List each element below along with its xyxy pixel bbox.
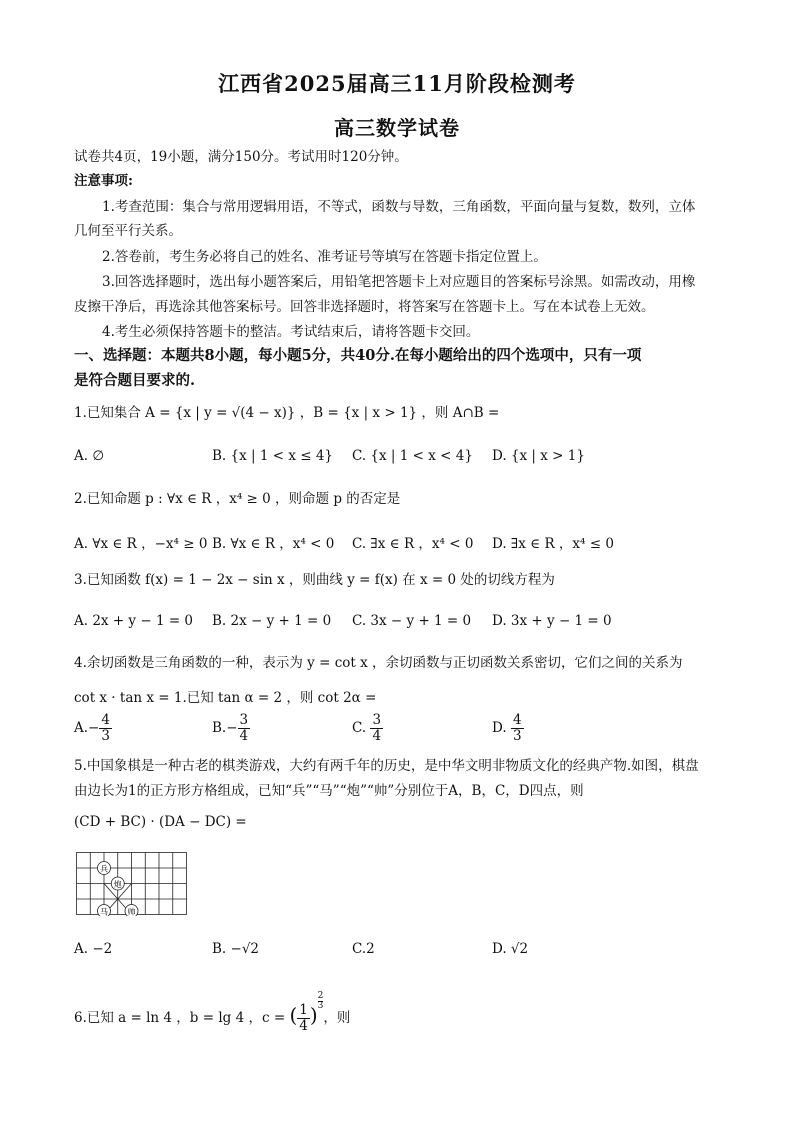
fraction: $\frac{4}{3}$ bbox=[512, 712, 522, 744]
q3-option-b: B. 2x − y + 1 = 0 bbox=[212, 613, 332, 629]
q1-option-a: A. ∅ bbox=[74, 448, 105, 464]
piece-ma bbox=[98, 905, 111, 917]
q4-option-a: A.− $\frac{4}{3}$ bbox=[74, 712, 110, 744]
q5-option-b: B. −√2 bbox=[212, 941, 260, 957]
q5-option-d: D. √2 bbox=[492, 941, 529, 957]
fraction: $\frac{4}{3}$ bbox=[101, 712, 110, 744]
notice-4: 4.考生必须保持答题卡的整洁。考试结束后，请将答题卡交回。 bbox=[102, 324, 480, 340]
q4-option-b: B.− $\frac{3}{4}$ bbox=[212, 712, 249, 744]
exam-subtitle: 高三数学试卷 bbox=[334, 116, 460, 140]
piece-bing bbox=[98, 862, 111, 875]
notice-1: 1.考查范围：集合与常用逻辑用语，不等式，函数与导数，三角函数，平面向量与复数，数列，立体 bbox=[102, 199, 696, 215]
fraction: $\frac{3}{4}$ bbox=[372, 712, 382, 744]
question-3-stem: 3.已知函数 f(x) = 1 − 2x − sin x ，则曲线 y = f(x) 在 x = 0 处的切线方程为 bbox=[74, 572, 555, 588]
exam-title: 江西省2025届高三11月阶段检测考 bbox=[218, 71, 576, 96]
notice-title: 注意事项: bbox=[74, 173, 133, 189]
q2-option-d: D. ∃x ∈ R ，x⁴ ≤ 0 bbox=[492, 536, 614, 552]
svg-text:马: 马 bbox=[100, 907, 108, 916]
question-5-stem: 5.中国象棋是一种古老的棋类游戏，大约有两千年的历史，是中华文明非物质文化的经典产物.如图，棋盘 bbox=[74, 758, 699, 774]
q1-option-d: D. {x | x > 1} bbox=[492, 448, 585, 464]
notice-1-cont: 几何至平行关系。 bbox=[74, 223, 182, 239]
q4-option-c: C. $\frac{3}{4}$ bbox=[352, 712, 382, 744]
q2-option-b: B. ∀x ∈ R ，x⁴ < 0 bbox=[212, 536, 335, 552]
section-heading-cont: 是符合题目要求的. bbox=[74, 372, 196, 389]
svg-text:帅: 帅 bbox=[127, 907, 136, 916]
notice-2: 2.答卷前，考生务必将自己的姓名、准考证号等填写在答题卡指定位置上。 bbox=[102, 249, 547, 265]
question-4-stem: 4.余切函数是三角函数的一种，表示为 y = cot x ，余切函数与正切函数关系密切，它们之间的关系为 bbox=[74, 655, 683, 671]
q1-option-c: C. {x | 1 < x < 4} bbox=[352, 448, 473, 464]
q2-option-c: C. ∃x ∈ R ，x⁴ < 0 bbox=[352, 536, 474, 552]
notice-3-cont: 皮擦干净后，再选涂其他答案标号。回答非选择题时，将答案写在答题卡上。写在本试卷上无效。 bbox=[74, 299, 655, 315]
q2-option-a: A. ∀x ∈ R ，−x⁴ ≥ 0 bbox=[74, 536, 208, 552]
svg-text:兵: 兵 bbox=[100, 864, 108, 874]
svg-text:炮: 炮 bbox=[113, 880, 122, 889]
notice-3: 3.回答选择题时，选出每小题答案后，用铅笔把答题卡上对应题目的答案标号涂黑。如需改动，用橡 bbox=[102, 274, 696, 290]
question-4-stem-cont: cot x · tan x = 1.已知 tan α = 2 ，则 cot 2α = bbox=[74, 690, 377, 706]
question-5-vector-expr: (CD + BC) · (DA − DC) = bbox=[74, 814, 247, 830]
question-1-stem: 1.已知集合 A = {x | y = √(4 − x)} ，B = {x | x > 1} ，则 A∩B = bbox=[74, 405, 500, 421]
q4-option-d: D. $\frac{4}{3}$ bbox=[492, 712, 522, 744]
q5-option-a: A. −2 bbox=[74, 941, 113, 957]
fraction-one-quarter: $\frac{1}{4}$ bbox=[299, 1002, 308, 1034]
piece-pao bbox=[111, 877, 124, 890]
chess-board-figure bbox=[76, 852, 188, 916]
intro-text: 试卷共4页，19小题，满分150分。考试用时120分钟。 bbox=[74, 149, 408, 165]
q3-option-d: D. 3x + y − 1 = 0 bbox=[492, 613, 612, 629]
section-heading: 一、选择题：本题共8小题，每小题5分，共40分.在每小题给出的四个选项中，只有一项 bbox=[74, 347, 642, 364]
q3-option-c: C. 3x − y + 1 = 0 bbox=[352, 613, 472, 629]
fraction: $\frac{3}{4}$ bbox=[239, 712, 249, 744]
question-6-stem: 6.已知 a = ln 4 ，b = lg 4 ，c = ( $\frac{1}{4}$ ) $^{\frac{2}{3}}$ ，则 bbox=[74, 991, 351, 1034]
piece-shuai bbox=[125, 905, 138, 917]
q1-option-b: B. {x | 1 < x ≤ 4} bbox=[212, 448, 334, 464]
q3-option-a: A. 2x + y − 1 = 0 bbox=[74, 613, 194, 629]
q5-option-c: C.2 bbox=[352, 941, 375, 957]
exponent-two-thirds: 2 3 bbox=[317, 991, 324, 1011]
question-5-stem-cont: 由边长为1的正方形方格组成，已知“兵”“马”“炮”“帅”分别位于A，B，C，D四点，则 bbox=[74, 783, 584, 799]
question-2-stem: 2.已知命题 p : ∀x ∈ R ，x⁴ ≥ 0 ，则命题 p 的否定是 bbox=[74, 491, 401, 507]
